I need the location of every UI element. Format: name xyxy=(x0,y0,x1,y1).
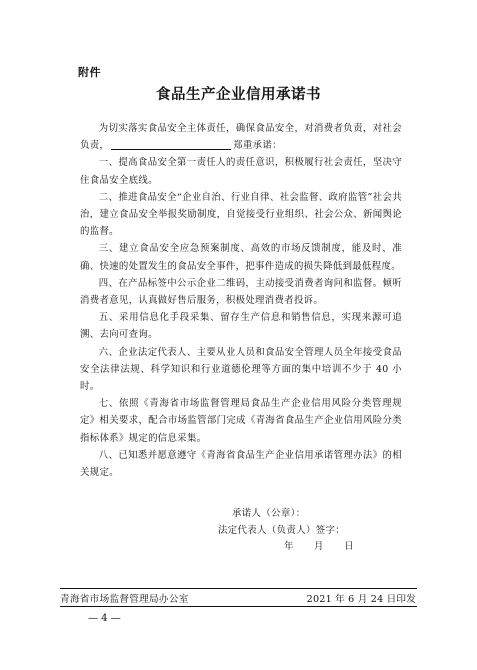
attachment-label: 附件 xyxy=(78,66,101,79)
promisor-seal-line: 承诺人（公章）： xyxy=(232,508,306,519)
intro-text: 为切实落实食品安全主体责任，确保食品安全，对消费者负责，对社会负责， xyxy=(80,123,402,152)
footer-top-rule xyxy=(60,588,417,589)
company-name-blank xyxy=(111,139,231,150)
pledge-item-8: 八、已知悉并愿意遵守《青海省食品生产企业信用承诺管理办法》的相关规定。 xyxy=(80,449,402,479)
pledge-item-7: 七、依照《青海省市场监督管理局食品生产企业信用风险分类管理规定》相关要求，配合市场监管部门完成《青海省食品生产企业信用风险分类指标体系》规定的信息采集。 xyxy=(80,398,402,444)
issue-date-text: 2021 年 6 月 24 日印发 xyxy=(306,594,416,605)
intro-paragraph xyxy=(80,120,402,154)
pledge-item-6: 六、企业法定代表人、主要从业人员和食品安全管理人员全年接受食品安全法律法规、科学知识和行业道德伦理等方面的集中培训不少于 40 小时。 xyxy=(80,346,402,393)
pledge-item-1: 一、提高食品安全第一责任人的责任意识，积极履行社会责任，坚决守住食品安全底线。 xyxy=(80,157,402,186)
intro-pledge: 郑重承诺： xyxy=(233,140,282,152)
signature-date-line: 年 月 日 xyxy=(284,541,354,552)
pledge-item-4: 四、在产品标签中公示企业二维码，主动接受消费者询问和监督。倾听消费者意见，认真做好售后服务，积极处理消费者投诉。 xyxy=(80,277,402,307)
pledge-item-5: 五、采用信息化手段采集、留存生产信息和销售信息，实现来源可追溯、去向可查询。 xyxy=(80,312,402,341)
pledge-item-3: 三、建立食品安全应急预案制度、高效的市场反馈制度，能及时、准确、快速的处置发生的食品安全事件，把事件造成的损失降低到最低程度。 xyxy=(80,243,402,272)
document-title: 食品生产企业信用承诺书 xyxy=(156,87,321,103)
legal-rep-signature-line: 法定代表人（负责人）签字： xyxy=(218,525,346,536)
issuer-text: 青海省市场监督管理局办公室 xyxy=(60,594,189,605)
document-body xyxy=(80,120,402,481)
footer-bottom-rule xyxy=(60,606,417,607)
page-number: — 4 — xyxy=(88,613,121,624)
pledge-item-2: 二、推进食品安全“企业自治、行业自律、社会监督、政府监管”社会共治，建立食品安全举报奖励制度，自觉接受行业组织、社会公众、新闻舆论的监督。 xyxy=(80,191,402,238)
